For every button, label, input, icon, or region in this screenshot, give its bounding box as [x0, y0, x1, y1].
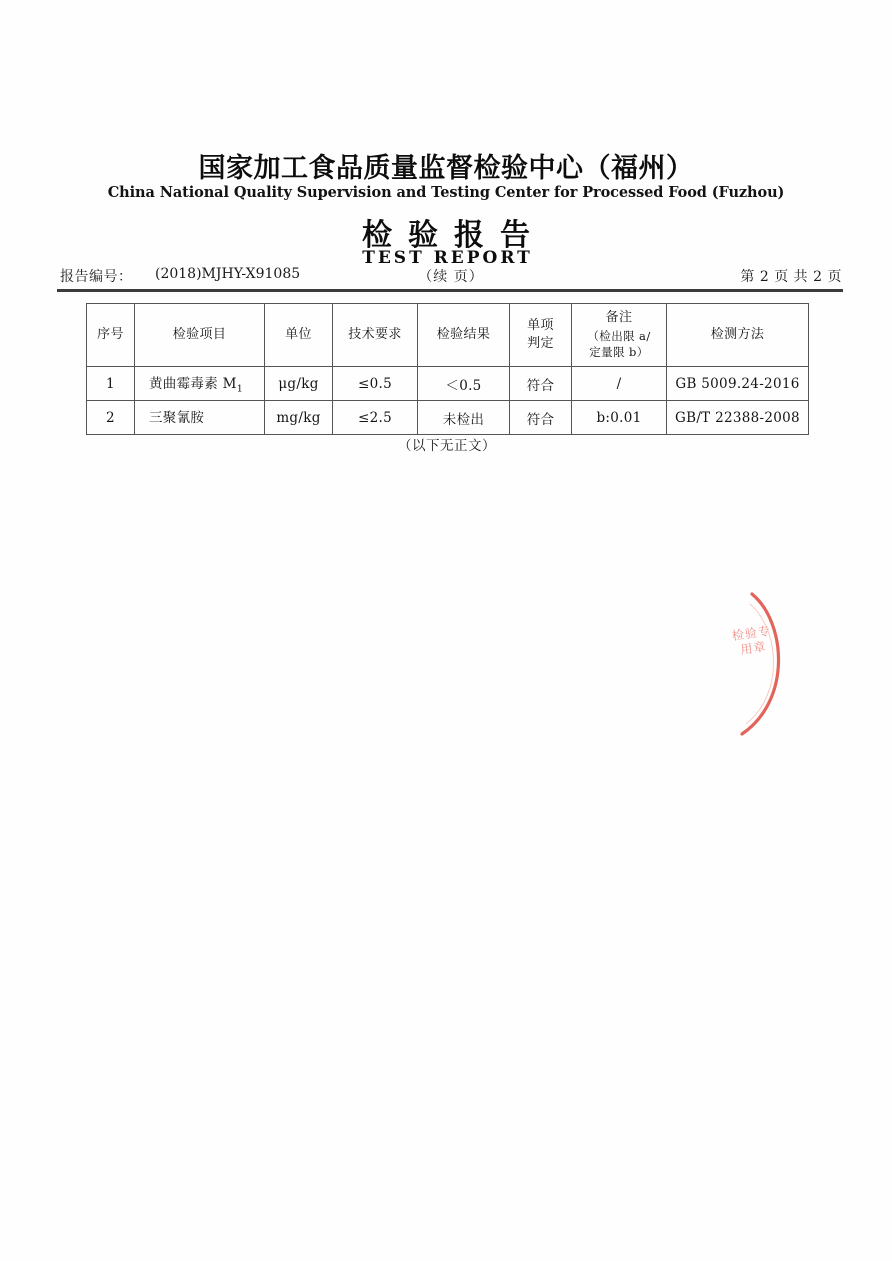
cell-verdict: 符合	[510, 367, 572, 401]
no-further-content-note: （以下无正文）	[398, 438, 496, 454]
header-verdict-line1: 单项	[527, 317, 554, 333]
header-remark-line2: （检出限 a/	[587, 328, 651, 343]
organization-title-chinese: 国家加工食品质量监督检验中心（福州）	[198, 153, 694, 184]
cell-item	[135, 401, 265, 435]
header-divider-rule	[57, 289, 843, 292]
report-title-chinese: 检验报告	[362, 218, 546, 253]
cell-item	[135, 367, 265, 401]
report-title-english: TEST REPORT	[362, 248, 533, 268]
header-no: 序号	[87, 304, 135, 367]
cell-result: ＜0.5	[418, 367, 510, 401]
cell-requirement: ≤0.5	[333, 367, 418, 401]
official-seal-stamp	[700, 588, 850, 738]
cell-remark: b:0.01	[572, 401, 667, 435]
table-row	[87, 401, 809, 435]
header-remark-line1: 备注	[605, 310, 633, 326]
table-row	[87, 367, 809, 401]
report-meta-row	[60, 266, 842, 286]
seal-text: 检验专用章	[731, 623, 772, 657]
cell-requirement: ≤2.5	[333, 401, 418, 435]
test-results-table	[86, 303, 809, 435]
report-number-label: 报告编号：	[60, 269, 133, 285]
header-remark	[572, 304, 667, 367]
header-verdict	[510, 304, 572, 367]
header-requirement: 技术要求	[333, 304, 418, 367]
report-number-value: (2018)MJHY-X91085	[155, 266, 301, 282]
cell-method: GB/T 22388-2008	[667, 401, 809, 435]
cell-result: 未检出	[418, 401, 510, 435]
continued-page-note: （续 页）	[418, 269, 484, 285]
header-result: 检验结果	[418, 304, 510, 367]
cell-item-subscript: 1	[236, 383, 244, 395]
header-remark-line3: 定量限 b）	[589, 345, 649, 360]
header-item: 检验项目	[135, 304, 265, 367]
cell-verdict: 符合	[510, 401, 572, 435]
cell-method: GB 5009.24-2016	[667, 367, 809, 401]
header-method: 检测方法	[667, 304, 809, 367]
cell-no: 2	[87, 401, 135, 435]
cell-remark: /	[572, 367, 667, 401]
cell-no: 1	[87, 367, 135, 401]
cell-item-text: 三聚氰胺	[149, 410, 205, 427]
cell-unit: μg/kg	[265, 367, 333, 401]
cell-unit: mg/kg	[265, 401, 333, 435]
table-header-row	[87, 304, 809, 367]
header-verdict-line2: 判定	[527, 336, 554, 351]
cell-item-text: 黄曲霉毒素 M	[149, 376, 237, 393]
page-number-info: 第 2 页 共 2 页	[740, 269, 842, 285]
header-unit: 单位	[265, 304, 333, 367]
organization-title-english: China National Quality Supervision and Testing Center for Processed Food (Fuzhou)	[107, 184, 785, 201]
